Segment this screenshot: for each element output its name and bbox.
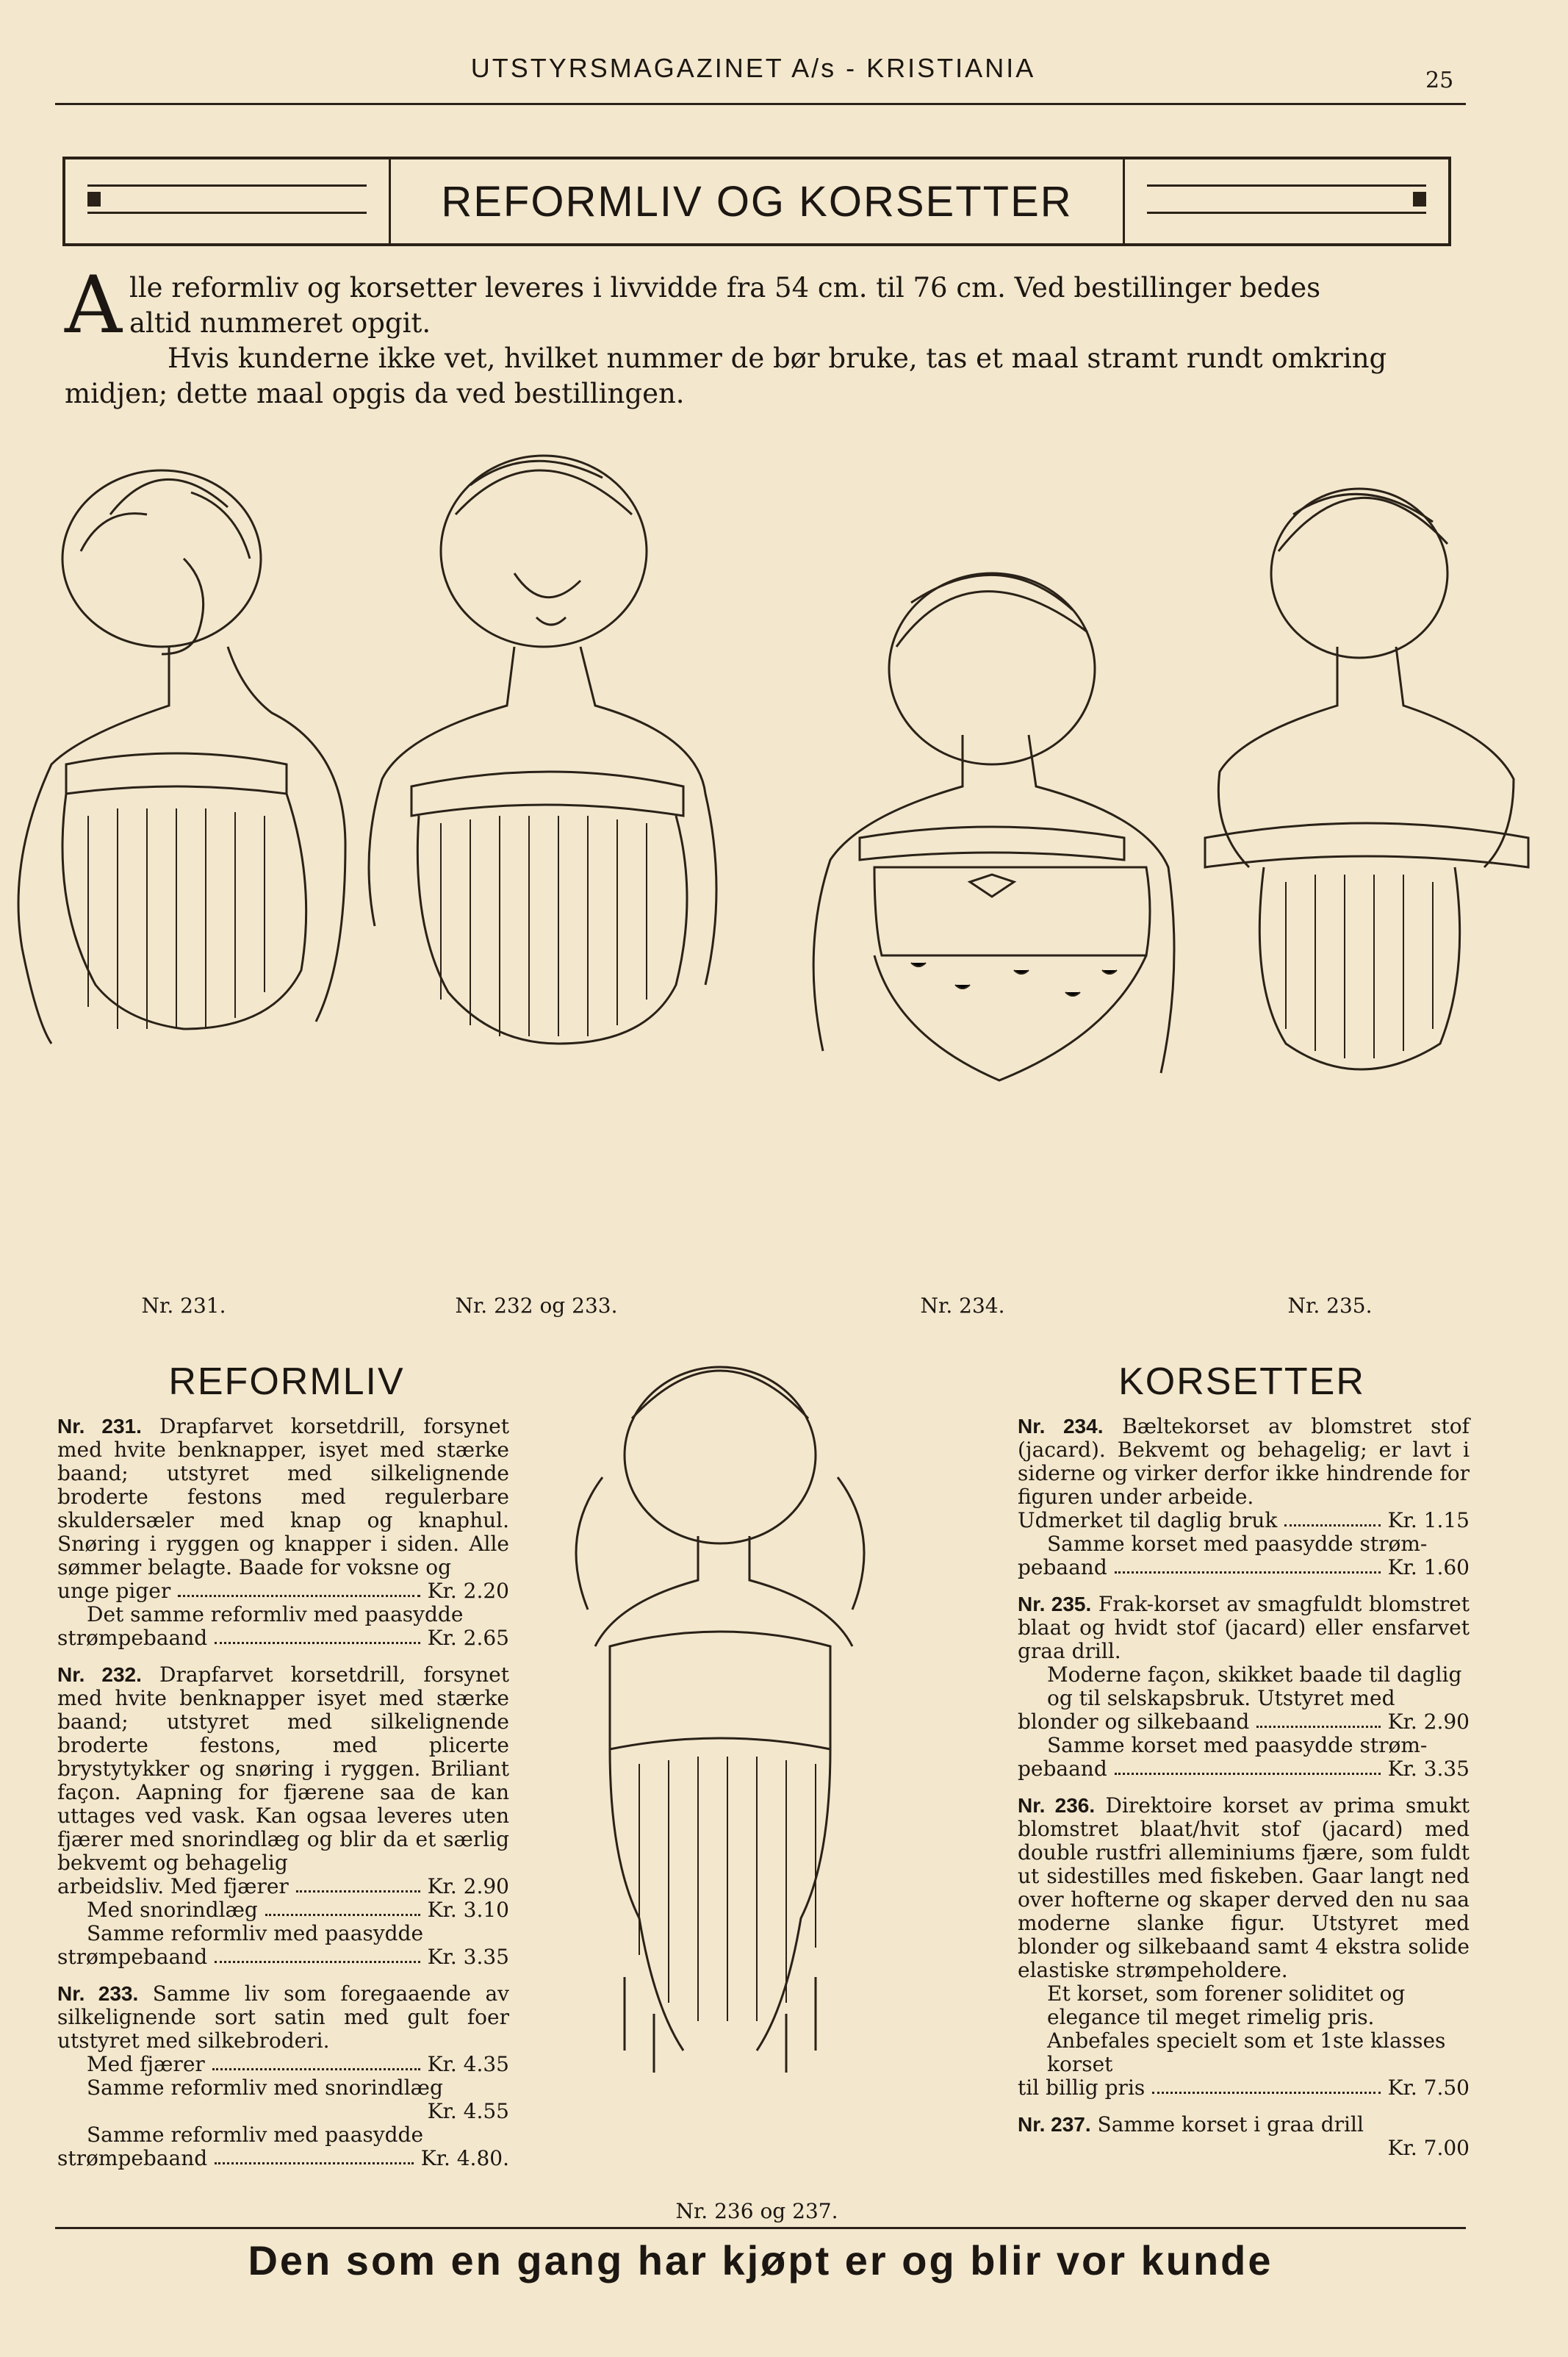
figure-236-237-illustration xyxy=(529,1330,911,2198)
item-237: Nr. 237. Samme korset i graa drill xyxy=(1018,2112,1364,2137)
caption-nr-235: Nr. 235. xyxy=(1287,1294,1373,1318)
banner-left-ornament xyxy=(87,184,367,214)
drop-cap: A xyxy=(65,259,122,351)
korsetter-heading: KORSETTER xyxy=(1118,1360,1365,1403)
caption-nr-231: Nr. 231. xyxy=(141,1294,226,1318)
item-235: Nr. 235. Frak-korset av smagfuldt blomstret blaat og hvidt stof (jacard) eller ensfarvet graa drill. xyxy=(1018,1592,1470,1663)
figure-234-illustration xyxy=(813,573,1174,1080)
banner-right-ornament xyxy=(1147,184,1426,214)
figure-232-233-illustration xyxy=(369,456,716,1044)
item-236-text2: Et korset, som forener soliditet og elegance til meget rimelig pris. Anbefales specielt som et 1ste klasses korset xyxy=(1047,1981,1446,2076)
corset-illustrations-row xyxy=(0,426,1568,1308)
item-235-extra-intro: Samme korset med paasydde strøm- xyxy=(1047,1733,1428,1757)
item-231: Nr. 231. Drapfarvet korsetdrill, forsynet med hvite benknapper, isyet med stærke baand; utstyret med silkelignende broderte festons med regulerbare skuldersæler med knap og knaphul. Snøring i ryggen og knapper i siden. Alle sømmer belagte. Baade for voksne og xyxy=(57,1414,509,1579)
price-row-236: til billig pris Kr. 7.50 xyxy=(1018,2076,1470,2100)
price-row-232-snor: Med snorindlæg Kr. 3.10 xyxy=(87,1898,509,1922)
running-title: UTSTYRSMAGAZINET A/s - KRISTIANIA xyxy=(470,53,1036,83)
item-234: Nr. 234. Bæltekorset av blomstret stof (jacard). Bekvemt og behagelig; er lavt i siderne og virker derfor ikke hindrende for figuren under arbeide. xyxy=(1018,1414,1470,1509)
price-row-231: unge piger Kr. 2.20 xyxy=(57,1579,509,1603)
price-row-235-extra: pebaand Kr. 3.35 xyxy=(1018,1757,1470,1781)
item-236: Nr. 236. Direktoire korset av prima smukt blomstret blaat/hvit stof (jacard) med double rustfri alleminiums fjære, som fuldt ut sidestilles med fiskeben. Gaar langt ned over hofterne og skaper derved den nu saa moderne slanke figur. Utstyret med blonder og silkebaand samt 4 ekstra solide elastiske strømpeholdere. xyxy=(1018,1793,1470,1982)
price-row-231-extra: strømpebaand Kr. 2.65 xyxy=(57,1626,509,1650)
caption-nr-236-237: Nr. 236 og 237. xyxy=(675,2199,838,2223)
item-235-text2: Moderne façon, skikket baade til daglig og til selskapsbruk. Utstyret med xyxy=(1047,1662,1462,1710)
price-row-232: arbeidsliv. Med fjærer Kr. 2.90 xyxy=(57,1874,509,1898)
intro-text xyxy=(65,259,1461,412)
item-232: Nr. 232. Drapfarvet korsetdrill, forsynet med hvite benknapper isyet med stærke baand; utstyret med silkelignende broderte festons, med plicerte brystytykker og snøring i ryggen. Briliant façon. Aapning for fjærene saa de kan uttages ved vask. Kan ogsaa leveres uten fjærer med snorindlæg og blir da et særlig bekvemt og behagelig xyxy=(57,1662,509,1875)
price-row-232-extra: strømpebaand Kr. 3.35 xyxy=(57,1945,509,1969)
figure-231-illustration xyxy=(18,470,345,1044)
item-233: Nr. 233. Samme liv som foregaaende av silkelignende sort satin med gult foer utstyret med silkebroderi. xyxy=(57,1981,509,2053)
footer-rule xyxy=(55,2227,1466,2229)
intro-paragraph-2: Hvis kunderne ikke vet, hvilket nummer de bør bruke, tas et maal stramt rundt omkring midjen; dette maal opgis da ved bestillingen. xyxy=(65,342,1387,409)
price-row-235: blonder og silkebaand Kr. 2.90 xyxy=(1018,1710,1470,1734)
price-row-233: Med fjærer Kr. 4.35 xyxy=(87,2052,509,2076)
intro-line-1: lle reformliv og korsetter leveres i livvidde fra 54 cm. til 76 cm. Ved bestillinger bedes xyxy=(129,272,1321,304)
header-rule xyxy=(55,103,1466,105)
item-237-price: Kr. 7.00 xyxy=(1387,2136,1470,2160)
caption-nr-232-233: Nr. 232 og 233. xyxy=(455,1294,618,1318)
caption-nr-234: Nr. 234. xyxy=(920,1294,1005,1318)
korsetter-column xyxy=(1018,1415,1470,2160)
price-row-234-extra: pebaand Kr. 1.60 xyxy=(1018,1555,1470,1579)
page-number: 25 xyxy=(1425,68,1454,93)
footer-slogan: Den som en gang har kjøpt er og blir vor kunde xyxy=(248,2237,1273,2284)
item-233-extra3-intro: Samme reformliv med paasydde xyxy=(87,2123,424,2147)
price-row-233-extra: strømpebaand Kr. 4.80. xyxy=(57,2146,509,2170)
figure-235-illustration xyxy=(1205,489,1528,1069)
intro-line-2: altid nummeret opgit. xyxy=(129,307,431,339)
item-234-extra-intro: Samme korset med paasydde strøm- xyxy=(1047,1532,1428,1556)
price-row-234: Udmerket til daglig bruk Kr. 1.15 xyxy=(1018,1508,1470,1532)
reformliv-heading: REFORMLIV xyxy=(168,1360,405,1403)
section-banner xyxy=(62,157,1451,246)
item-231-extra-intro: Det samme reformliv med paasydde xyxy=(87,1602,464,1626)
item-233-extra-intro: Samme reformliv med snorindlæg xyxy=(87,2076,443,2100)
item-233-extra-price: Kr. 4.55 xyxy=(427,2099,509,2123)
reformliv-column xyxy=(57,1415,509,2170)
banner-title: REFORMLIV OG KORSETTER xyxy=(389,159,1125,243)
item-232-extra-intro: Samme reformliv med paasydde xyxy=(87,1921,424,1945)
